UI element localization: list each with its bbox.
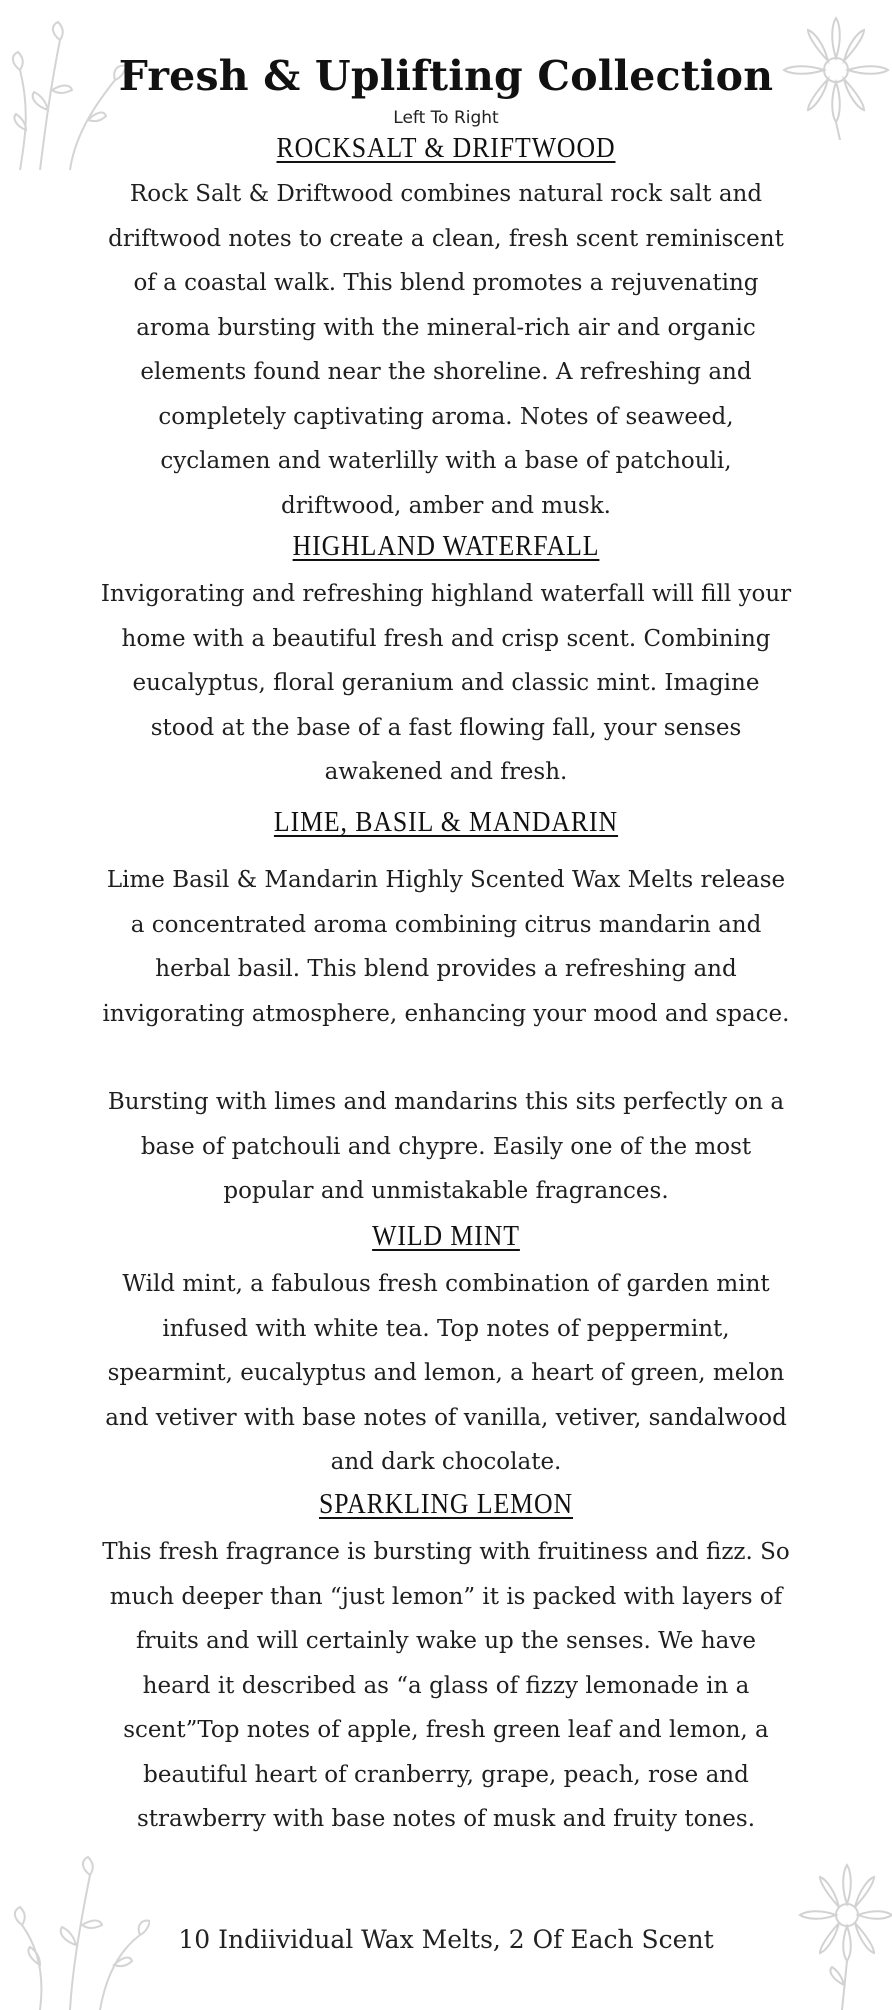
section-heading-sparkling-lemon: SPARKLING LEMON [318,1489,574,1520]
section-heading-highland-waterfall: HIGHLAND WATERFALL [292,531,600,562]
section-text-sparkling-lemon: This fresh fragrance is bursting with fruitiness and fizz. So much deeper than “just lemon” it is packed with layers of fruits and will certainly wake up the senses. We have heard it described as “a glass of fizzy lemonade in a scent”Top notes of apple, fresh green leaf and lemon, a beautiful heart of cranberry, grape, peach, rose and strawberry with base notes of musk and fruity tones. [102,1539,790,1832]
package-contents-note: 10 Indiividual Wax Melts, 2 Of Each Scent [178,1925,714,1954]
section-text-lime-basil-mandarin-2: Bursting with limes and mandarins this sits perfectly on a base of patchouli and chypre. Easily one of the most popular and unmistakable fragrances. [107,1089,785,1204]
section-text-highland-waterfall: Invigorating and refreshing highland waterfall will fill your home with a beautiful fresh and crisp scent. Combining eucalyptus, floral geranium and classic mint. Imagine stood at the base of a fast flowing fall, your senses awakened and fresh. [100,581,792,785]
section-heading-wild-mint: WILD MINT [372,1221,520,1252]
page-title: Fresh & Uplifting Collection [118,52,774,100]
section-text-lime-basil-mandarin-1: Lime Basil & Mandarin Highly Scented Wax Melts release a concentrated aroma combining citrus mandarin and herbal basil. This blend provides a refreshing and invigorating atmosphere, enhancing your mood and space. [102,867,790,1027]
page-subtitle: Left To Right [393,108,499,128]
section-text-wild-mint: Wild mint, a fabulous fresh combination of garden mint infused with white tea. Top notes of peppermint, spearmint, eucalyptus and lemon, a heart of green, melon and vetiver with base notes of vanilla, vetiver, sandalwood and dark chocolate. [105,1271,787,1475]
section-heading-rocksalt-driftwood: ROCKSALT & DRIFTWOOD [276,133,616,164]
section-text-rocksalt-driftwood: Rock Salt & Driftwood combines natural rock salt and driftwood notes to create a clean, fresh scent reminiscent of a coastal walk. This blend promotes a rejuvenating aroma bursting with the mineral-rich air and organic elements found near the shoreline. A refreshing and completely captivating aroma. Notes of seaweed, cyclamen and waterlilly with a base of patchouli, driftwood, amber and musk. [108,181,784,519]
section-heading-lime-basil-mandarin: LIME, BASIL & MANDARIN [273,807,619,838]
